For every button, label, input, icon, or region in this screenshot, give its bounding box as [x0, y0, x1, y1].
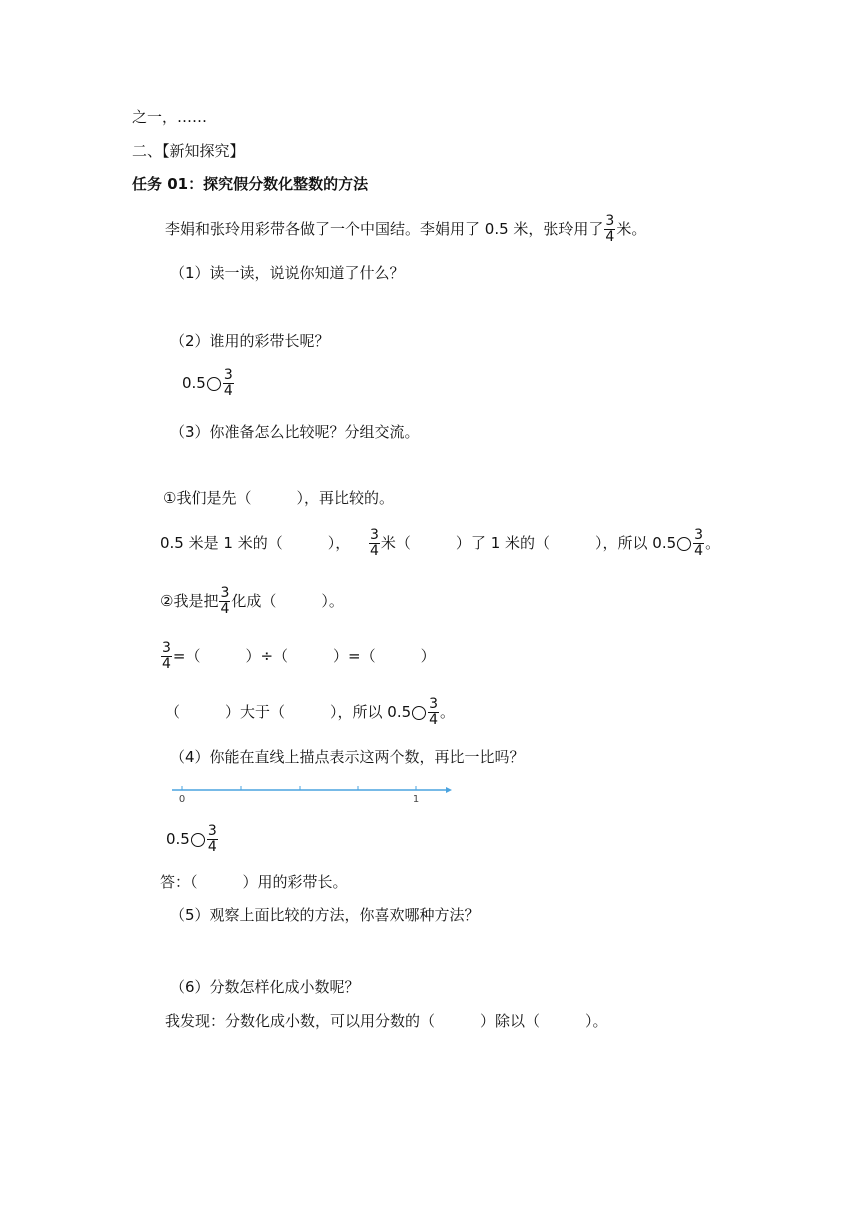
method-1-text-a: 0.5 米是 1 米的（ ），: [160, 534, 351, 552]
fraction-numerator: 3: [429, 696, 439, 712]
task-title: 任务 01：探究假分数化整数的方法: [132, 175, 369, 193]
question-5: （5）观察上面比较的方法，你喜欢哪种方法？: [170, 906, 480, 924]
fraction-numerator: 3: [162, 640, 171, 656]
question-1: （1）读一读，说说你知道了什么？: [170, 264, 405, 282]
fraction-denominator: 4: [223, 383, 233, 399]
method-2-conclusion-end: 。: [440, 703, 456, 721]
decimal-value: 0.5: [166, 830, 190, 848]
fraction-three-quarters: [161, 641, 172, 672]
intro-paragraph: [165, 214, 646, 245]
question-6: （6）分数怎样化成小数呢？: [170, 978, 360, 996]
question-4: （4）你能在直线上描点表示这两个数，再比一比吗？: [170, 748, 525, 766]
fraction-three-quarters: [604, 214, 615, 245]
method-2-equation: [160, 641, 436, 672]
answer-line: 答：（ ）用的彩带长。: [160, 873, 348, 891]
method-2-text-b: 化成（ ）。: [231, 592, 344, 610]
method-2-line: [160, 586, 344, 617]
fraction-denominator: 4: [207, 839, 217, 855]
question-2: （2）谁用的彩带长呢？: [170, 332, 330, 350]
method-1-compare: [160, 528, 720, 559]
fraction-numerator: 3: [220, 585, 230, 601]
ellipsis-line: 之一，……: [132, 108, 208, 126]
fraction-numerator: 3: [370, 527, 379, 543]
number-line-label-0: 0: [178, 794, 186, 805]
fraction-denominator: 4: [694, 543, 704, 559]
fraction-three-quarters: [369, 528, 380, 559]
method-1-text-b: 米（ ）了 1 米的（ ），所以 0.5: [380, 534, 677, 552]
number-line-arrow: [446, 787, 452, 793]
method-1-line: ①我们是先（ ），再比较的。: [163, 489, 394, 507]
fraction-three-quarters: [219, 586, 230, 617]
compare-circle[interactable]: [191, 833, 205, 847]
fraction-three-quarters: [207, 824, 218, 855]
fraction-three-quarters: [428, 697, 439, 728]
section-title: 二、【新知探究】: [132, 142, 245, 160]
intro-text-2: 米。: [616, 220, 647, 238]
method-2-text-a: ②我是把: [160, 592, 219, 610]
number-line[interactable]: [168, 784, 458, 808]
method-2-conclusion-text: （ ）大于（ ），所以 0.5: [165, 703, 412, 721]
compare-expression-1: [182, 368, 235, 399]
fraction-denominator: 4: [429, 712, 439, 728]
fraction-denominator: 4: [220, 601, 230, 617]
fraction-numerator: 3: [605, 213, 615, 229]
fraction-three-quarters: [223, 368, 234, 399]
number-line-label-1: 1: [412, 794, 420, 805]
compare-circle[interactable]: [677, 537, 691, 551]
compare-expression-2: [166, 824, 219, 855]
fraction-denominator: 4: [162, 656, 171, 672]
fraction-three-quarters: [693, 528, 704, 559]
compare-circle[interactable]: [207, 377, 221, 391]
compare-circle[interactable]: [412, 706, 426, 720]
fraction-denominator: 4: [370, 543, 379, 559]
fraction-numerator: 3: [207, 823, 217, 839]
fraction-denominator: 4: [605, 229, 615, 245]
fraction-numerator: 3: [223, 367, 233, 383]
method-1-text-c: 。: [705, 534, 721, 552]
finding-line: 我发现：分数化成小数，可以用分数的（ ）除以（ ）。: [165, 1012, 608, 1030]
method-2-conclusion: [165, 697, 455, 728]
method-2-equation-text: =（ ）÷（ ）=（ ）: [172, 647, 436, 665]
intro-text-1: 李娟和张玲用彩带各做了一个中国结。李娟用了 0.5 米，张玲用了: [165, 220, 604, 238]
fraction-numerator: 3: [694, 527, 704, 543]
question-3: （3）你准备怎么比较呢？分组交流。: [170, 423, 420, 441]
decimal-value: 0.5: [182, 374, 206, 392]
